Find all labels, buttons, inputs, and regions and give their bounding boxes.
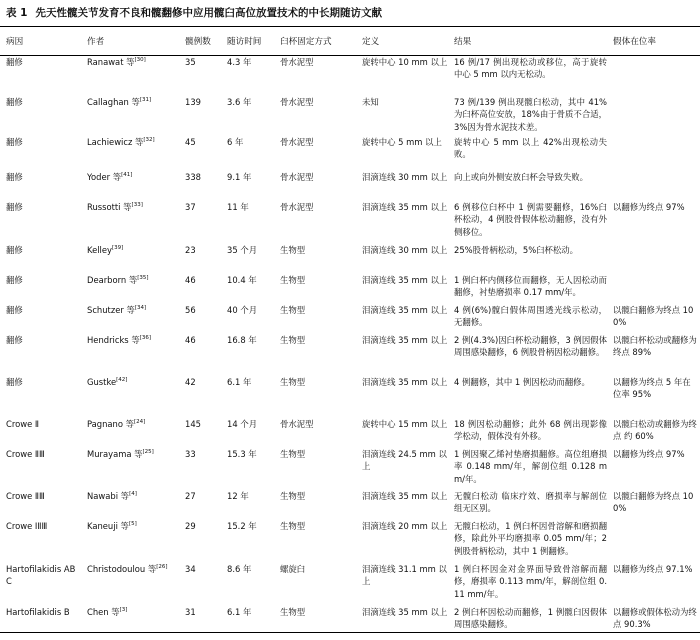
cell-author [83, 416, 181, 446]
cell-definition [358, 604, 450, 640]
reference-marker: [39] [112, 245, 124, 252]
cell-fixation-text: 生物型 [280, 377, 306, 387]
table-row [0, 561, 700, 604]
cell-count-text: 46 [185, 275, 196, 285]
cell-cause [0, 54, 83, 94]
cell-author [83, 302, 181, 332]
cell-result [450, 242, 609, 272]
reference-marker: [36] [139, 335, 151, 342]
cell-author [83, 272, 181, 302]
cell-count-text: 37 [185, 202, 196, 212]
table-row [0, 134, 700, 169]
cell-cause-text: 翻修 [6, 172, 23, 182]
cell-cause-text: Hartofilakidis ABC [6, 564, 76, 587]
cell-definition-text: 泪滴连线 31.1 mm 以上 [362, 564, 447, 587]
cell-cause-text: 翻修 [6, 202, 23, 212]
cell-count [181, 561, 223, 604]
cell-definition [358, 272, 450, 302]
cell-count-text: 23 [185, 245, 196, 255]
cell-cause [0, 94, 83, 134]
cell-count-text: 45 [185, 137, 196, 147]
cell-count-text: 56 [185, 305, 196, 315]
cell-cause-text: 翻修 [6, 137, 23, 147]
reference-marker: [33] [131, 202, 143, 209]
cell-definition-text: 泪滴连线 30 mm 以上 [362, 245, 448, 255]
cell-fixation-text: 骨水泥型 [280, 202, 314, 212]
cell-definition [358, 242, 450, 272]
cell-result-text: 1 例臼杯内侧移位而翻修，无人因松动而翻修，衬垫磨损率 0.17 mm/年。 [454, 275, 607, 298]
cell-cause-text: Hartofilakidis B [6, 607, 70, 617]
cell-survival [609, 518, 700, 561]
cell-followup [223, 561, 276, 604]
cell-result [450, 169, 609, 199]
cell-cause [0, 134, 83, 169]
cell-count [181, 242, 223, 272]
cell-result [450, 332, 609, 374]
cell-cause [0, 604, 83, 640]
cell-count [181, 488, 223, 518]
cell-fixation [276, 416, 358, 446]
table-body [0, 54, 700, 640]
cell-definition-text: 旋转中心 5 mm 以上 [362, 137, 442, 147]
cell-fixation-text: 骨水泥型 [280, 419, 314, 429]
cell-fixation-text: 生物型 [280, 491, 306, 501]
reference-marker: [26] [156, 564, 168, 571]
cell-cause [0, 416, 83, 446]
cell-followup [223, 332, 276, 374]
cell-cause [0, 332, 83, 374]
cell-cause [0, 561, 83, 604]
table-row [0, 518, 700, 561]
table-row [0, 302, 700, 332]
cell-result-text: 4 例(6%)髋臼假体周围透光线示松动，无翻修。 [454, 305, 607, 328]
cell-cause-text: Crowe ⅡⅢ [6, 449, 45, 459]
cell-definition [358, 199, 450, 242]
cell-definition [358, 94, 450, 134]
cell-cause-text: Crowe ⅠⅡⅢ [6, 521, 48, 531]
cell-author-text: Yoder 等 [87, 172, 122, 182]
cell-count [181, 446, 223, 488]
literature-table [0, 27, 700, 640]
cell-fixation-text: 生物型 [280, 335, 306, 345]
table-row [0, 54, 700, 94]
cell-followup [223, 54, 276, 94]
cell-count-text: 34 [185, 564, 196, 574]
cell-fixation [276, 302, 358, 332]
cell-fixation-text: 骨水泥型 [280, 137, 314, 147]
cell-survival [609, 302, 700, 332]
cell-followup [223, 242, 276, 272]
header-fixation: 臼杯固定方式 [280, 36, 332, 47]
cell-count [181, 199, 223, 242]
cell-definition [358, 169, 450, 199]
cell-fixation-text: 生物型 [280, 245, 306, 255]
cell-definition-text: 旋转中心 10 mm 以上 [362, 57, 448, 67]
header-survival: 假体在位率 [613, 36, 656, 47]
cell-author-text: Murayama 等 [87, 449, 143, 459]
table-row [0, 488, 700, 518]
table-caption [6, 5, 382, 20]
cell-author-text: Pagnano 等 [87, 419, 135, 429]
reference-marker: [41] [121, 172, 133, 179]
cell-followup-text: 4.3 年 [227, 57, 252, 67]
cell-definition [358, 134, 450, 169]
cell-definition-text: 泪滴连线 35 mm 以上 [362, 275, 448, 285]
cell-result-text: 旋转中心 5 mm 以上 42%出现松动失败。 [454, 137, 607, 160]
cell-survival [609, 374, 700, 416]
table-row [0, 199, 700, 242]
cell-definition [358, 302, 450, 332]
cell-followup-text: 3.6 年 [227, 97, 252, 107]
reference-marker: [5] [128, 521, 137, 528]
cell-author-text: Nawabi 等 [87, 491, 130, 501]
cell-result [450, 302, 609, 332]
cell-survival [609, 561, 700, 604]
cell-count-text: 29 [185, 521, 196, 531]
cell-cause-text: 翻修 [6, 57, 23, 67]
cell-author-text: Schutzer 等 [87, 305, 135, 315]
cell-definition-text: 泪滴连线 35 mm 以上 [362, 305, 448, 315]
cell-definition [358, 561, 450, 604]
cell-followup [223, 169, 276, 199]
cell-count-text: 145 [185, 419, 201, 429]
table-row [0, 272, 700, 302]
cell-followup-text: 6.1 年 [227, 607, 252, 617]
cell-survival-text: 以翻修为终点 97% [613, 449, 685, 459]
cell-survival [609, 54, 700, 94]
cell-result-text: 2 例(4.3%)因臼杯松动翻修，3 例因假体周围感染翻修，6 例股骨柄因松动翻修。 [454, 335, 607, 358]
cell-count-text: 27 [185, 491, 196, 501]
cell-cause-text: 翻修 [6, 377, 23, 387]
cell-fixation [276, 446, 358, 488]
cell-cause-text: Crowe Ⅱ [6, 419, 40, 429]
reference-marker: [30] [134, 57, 146, 64]
cell-author-text: Callaghan 等 [87, 97, 140, 107]
cell-followup-text: 10.4 年 [227, 275, 257, 285]
cell-count-text: 31 [185, 607, 196, 617]
cell-author [83, 242, 181, 272]
cell-cause [0, 446, 83, 488]
reference-marker: [24] [134, 419, 146, 426]
cell-definition-text: 泪滴连线 35 mm 以上 [362, 491, 448, 501]
cell-definition [358, 374, 450, 416]
cell-result [450, 272, 609, 302]
table-row [0, 446, 700, 488]
cell-result [450, 199, 609, 242]
cell-result-text: 1 例因聚乙烯衬垫磨损翻修。高位组磨损率 0.148 mm/年，解剖位组 0.128 mm/年。 [454, 449, 607, 484]
cell-author [83, 332, 181, 374]
cell-followup-text: 16.8 年 [227, 335, 257, 345]
cell-survival [609, 488, 700, 518]
cell-author [83, 134, 181, 169]
cell-cause-text: 翻修 [6, 97, 23, 107]
reference-marker: [42] [116, 377, 128, 384]
cell-result-text: 16 例/17 例出现松动或移位，高于旋转中心 5 mm 以内无松动。 [454, 57, 607, 80]
cell-count-text: 46 [185, 335, 196, 345]
cell-followup [223, 416, 276, 446]
table-header [0, 27, 700, 54]
cell-author [83, 94, 181, 134]
cell-result [450, 561, 609, 604]
cell-author-text: Ranawat 等 [87, 57, 135, 67]
cell-cause-text: 翻修 [6, 245, 23, 255]
cell-result [450, 374, 609, 416]
cell-result [450, 416, 609, 446]
cell-definition-text: 泪滴连线 35 mm 以上 [362, 607, 448, 617]
cell-followup-text: 35 个月 [227, 245, 258, 255]
table-title: 先天性髋关节发育不良和髋翻修中应用髋臼高位放置技术的中长期随访文献 [35, 7, 382, 19]
table-row [0, 416, 700, 446]
cell-author-text: Chen 等 [87, 607, 120, 617]
cell-fixation-text: 生物型 [280, 275, 306, 285]
cell-author [83, 199, 181, 242]
cell-author [83, 604, 181, 640]
cell-cause [0, 488, 83, 518]
cell-fixation [276, 54, 358, 94]
cell-survival [609, 416, 700, 446]
cell-followup-text: 15.3 年 [227, 449, 257, 459]
cell-count-text: 139 [185, 97, 201, 107]
cell-count-text: 42 [185, 377, 196, 387]
cell-count [181, 94, 223, 134]
cell-definition-text: 泪滴连线 30 mm 以上 [362, 172, 448, 182]
cell-definition-text: 泪滴连线 35 mm 以上 [362, 335, 448, 345]
cell-followup-text: 11 年 [227, 202, 249, 212]
cell-followup-text: 9.1 年 [227, 172, 252, 182]
cell-followup-text: 12 年 [227, 491, 249, 501]
reference-marker: [31] [139, 97, 152, 104]
cell-count [181, 302, 223, 332]
cell-survival [609, 94, 700, 134]
cell-definition [358, 488, 450, 518]
cell-definition-text: 旋转中心 15 mm 以上 [362, 419, 448, 429]
cell-fixation [276, 94, 358, 134]
reference-marker: [4] [129, 491, 137, 498]
reference-marker: [25] [142, 449, 154, 456]
cell-followup [223, 199, 276, 242]
cell-survival [609, 242, 700, 272]
cell-author-text: Lachiewicz 等 [87, 137, 144, 147]
cell-author-text: Hendricks 等 [87, 335, 140, 345]
cell-result [450, 518, 609, 561]
cell-definition [358, 54, 450, 94]
cell-definition-text: 泪滴连线 24.5 mm 以上 [362, 449, 447, 472]
cell-definition [358, 446, 450, 488]
cell-count-text: 35 [185, 57, 196, 67]
cell-count [181, 134, 223, 169]
cell-cause-text: 翻修 [6, 275, 23, 285]
cell-result [450, 488, 609, 518]
cell-cause [0, 169, 83, 199]
cell-fixation-text: 生物型 [280, 521, 306, 531]
cell-result-text: 无髋臼松动 临床疗效、磨损率与解剖位组无区别。 [454, 491, 607, 514]
cell-author [83, 169, 181, 199]
cell-count [181, 416, 223, 446]
cell-definition [358, 332, 450, 374]
cell-result-text: 6 例移位臼杯中 1 例需要翻修，16%臼杯松动，4 例股骨假体松动翻修，没有外侧移位。 [454, 202, 607, 237]
cell-followup-text: 14 个月 [227, 419, 258, 429]
cell-survival-text: 以翻修或假体松动为终点 90.3% [613, 607, 697, 630]
cell-survival-text: 以翻修为终点 97.1% [613, 564, 693, 574]
cell-author-text: Russotti 等 [87, 202, 132, 212]
cell-result-text: 2 例臼杯因松动而翻修，1 例髋臼因假体周围感染翻修。 [454, 607, 607, 630]
cell-result-text: 向上或向外侧安放臼杯会导致失败。 [454, 172, 588, 182]
cell-count [181, 374, 223, 416]
cell-survival-text: 以髋臼松动或翻修为终点 约 60% [613, 419, 697, 442]
cell-fixation-text: 生物型 [280, 607, 306, 617]
cell-author [83, 518, 181, 561]
cell-definition-text: 未知 [362, 97, 379, 107]
cell-survival-text: 以翻修为终点 97% [613, 202, 685, 212]
cell-fixation [276, 488, 358, 518]
cell-result [450, 604, 609, 640]
cell-author-text: Kelley [87, 245, 112, 255]
cell-result-text: 25%股骨柄松动，5%臼杯松动。 [454, 245, 579, 255]
table-row [0, 604, 700, 640]
cell-result-text: 4 例翻修，其中 1 例因松动而翻修。 [454, 377, 590, 387]
cell-followup [223, 134, 276, 169]
cell-count [181, 54, 223, 94]
cell-result [450, 94, 609, 134]
cell-fixation-text: 骨水泥型 [280, 172, 314, 182]
cell-count [181, 272, 223, 302]
table-row [0, 94, 700, 134]
cell-followup-text: 8.6 年 [227, 564, 252, 574]
cell-cause [0, 518, 83, 561]
cell-definition-text: 泪滴连线 35 mm 以上 [362, 377, 448, 387]
cell-followup [223, 604, 276, 640]
cell-author-text: Christodoulou 等 [87, 564, 157, 574]
cell-followup [223, 488, 276, 518]
cell-survival [609, 446, 700, 488]
header-definition: 定义 [362, 36, 380, 47]
cell-survival-text: 以髋臼杯松动或翻修为终点 89% [613, 335, 697, 358]
cell-fixation [276, 332, 358, 374]
cell-cause [0, 199, 83, 242]
cell-cause [0, 302, 83, 332]
cell-author-text: Gustke [87, 377, 117, 387]
table-row [0, 332, 700, 374]
cell-result-text: 73 例/139 例出现髋臼松动，其中 41%为臼杯高位安放，18%由于骨质不合适，3%因为骨水泥技术差。 [454, 97, 607, 132]
table-row [0, 242, 700, 272]
cell-definition-text: 泪滴连线 35 mm 以上 [362, 202, 448, 212]
cell-fixation-text: 骨水泥型 [280, 57, 314, 67]
cell-result-text: 1 例臼杯因金对金界面导致骨溶解而翻修，磨损率 0.113 mm/年，解剖位组 0.11 mm/年。 [454, 564, 607, 599]
cell-fixation [276, 134, 358, 169]
table-row [0, 169, 700, 199]
cell-fixation-text: 生物型 [280, 305, 306, 315]
cell-count [181, 169, 223, 199]
cell-fixation [276, 242, 358, 272]
cell-followup-text: 40 个月 [227, 305, 258, 315]
cell-result [450, 134, 609, 169]
cell-followup [223, 374, 276, 416]
cell-fixation [276, 169, 358, 199]
cell-survival [609, 604, 700, 640]
cell-definition [358, 416, 450, 446]
cell-fixation-text: 螺旋臼 [280, 564, 306, 574]
cell-result-text: 18 例因松动翻修；此外 68 例出现影像学松动，假体没有外移。 [454, 419, 607, 442]
cell-followup-text: 6 年 [227, 137, 244, 147]
cell-author [83, 561, 181, 604]
cell-followup [223, 272, 276, 302]
cell-followup-text: 15.2 年 [227, 521, 257, 531]
cell-fixation [276, 518, 358, 561]
cell-count [181, 604, 223, 640]
cell-cause [0, 272, 83, 302]
cell-followup [223, 94, 276, 134]
cell-fixation [276, 604, 358, 640]
reference-marker: [35] [137, 275, 149, 282]
cell-author-text: Kaneuji 等 [87, 521, 129, 531]
cell-survival-text: 以髋臼翻修为终点 100% [613, 305, 694, 328]
cell-fixation-text: 骨水泥型 [280, 97, 314, 107]
cell-cause [0, 242, 83, 272]
cell-author [83, 374, 181, 416]
cell-fixation [276, 199, 358, 242]
cell-followup-text: 6.1 年 [227, 377, 252, 387]
cell-cause-text: 翻修 [6, 305, 23, 315]
header-result: 结果 [454, 36, 472, 47]
cell-cause [0, 374, 83, 416]
reference-marker: [32] [143, 137, 155, 144]
cell-author [83, 446, 181, 488]
cell-fixation [276, 272, 358, 302]
cell-survival [609, 332, 700, 374]
cell-followup [223, 518, 276, 561]
cell-count [181, 332, 223, 374]
cell-result [450, 446, 609, 488]
cell-fixation [276, 374, 358, 416]
cell-result [450, 54, 609, 94]
cell-result-text: 无髋臼松动，1 例臼杯因骨溶解和磨损翻修，除此外平均磨损率 0.05 mm/年；2 例股骨柄松动，其中 1 例翻修。 [454, 521, 607, 556]
cell-survival [609, 272, 700, 302]
cell-survival-text: 以翻修为终点 5 年在位率 95% [613, 377, 691, 400]
cell-author [83, 488, 181, 518]
cell-count-text: 33 [185, 449, 196, 459]
table-row [0, 374, 700, 416]
header-count: 髋例数 [185, 36, 211, 47]
cell-survival [609, 134, 700, 169]
header-author: 作者 [87, 36, 105, 47]
cell-definition [358, 518, 450, 561]
cell-fixation [276, 561, 358, 604]
cell-survival-text: 以髋臼翻修为终点 100% [613, 491, 694, 514]
cell-author-text: Dearborn 等 [87, 275, 138, 285]
cell-fixation-text: 生物型 [280, 449, 306, 459]
cell-followup [223, 446, 276, 488]
header-cause: 病因 [6, 36, 24, 47]
cell-author [83, 54, 181, 94]
cell-cause-text: 翻修 [6, 335, 23, 345]
cell-followup [223, 302, 276, 332]
cell-count-text: 338 [185, 172, 201, 182]
cell-definition-text: 泪滴连线 20 mm 以上 [362, 521, 448, 531]
cell-survival [609, 169, 700, 199]
cell-survival [609, 199, 700, 242]
reference-marker: [34] [134, 305, 147, 312]
header-followup: 随访时间 [227, 36, 262, 47]
table-label: 表 1 [6, 7, 28, 19]
reference-marker: [3] [119, 607, 128, 614]
cell-cause-text: Crowe ⅡⅢ [6, 491, 45, 501]
cell-count [181, 518, 223, 561]
